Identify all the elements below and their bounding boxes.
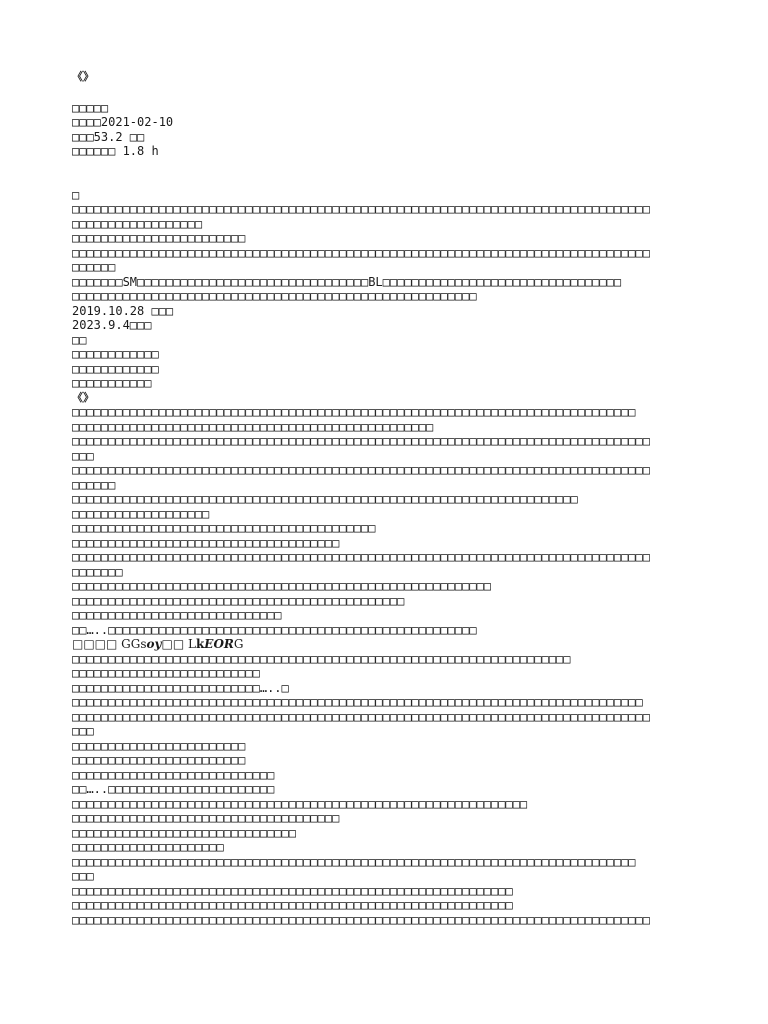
spacer [72, 159, 702, 188]
text-line: □□□ [72, 869, 94, 883]
text-line: 2019.10.28 □□□ [72, 303, 174, 318]
text-line: □□□□□□□□□□□□□□□□□□□□□□□□□□□□□□□□□□□□□□□□□□□□□□□□□□□□□□□□□□□□□□□□□□□□□□□□□□□□□□□□ [72, 202, 650, 216]
metadata-label: □□□□□ [72, 100, 109, 115]
metadata-date: □□□□2021-02-10 [72, 115, 174, 129]
text-line: □□□□□□□□□□□□□□□□□□□□□□□□□□□□□□□□□□□□□□□□□□□□□□□□□□□□□□□□□□□□□□□□□□□□□□□□□□□□□□□□ [72, 245, 650, 260]
text-line: □□□□□□□□□□□□□□□□□□□□□□□□□□□□□□□□□□□□□ [72, 535, 340, 550]
text-line: □□□□□□□□□□□□□□□□□□□□□□□□□□□□□□□□□□□□□□□□□□□□□□□□□□□□□□□□□□□□□□□ [72, 796, 528, 811]
content-section-continued [72, 652, 702, 928]
document-body [72, 70, 702, 927]
text-line: □□□□□□□□□□□□□□□□□□□□□□□□□□□□□□□□□□□□□□□□□□□□□□□□□□ [72, 419, 434, 434]
section-title: 《》 [72, 390, 94, 404]
text-line: □□□□□□□□□□□□ [72, 347, 159, 361]
spacer [72, 85, 702, 101]
text-line: □□□□□□□□□□□□□□□□□□□□□□□□□□□□□□□ [72, 825, 296, 840]
content-section [72, 405, 702, 637]
text-line: □□□□□□□□□□□□ [72, 361, 159, 376]
text-line: □□□□□□□□□□□□□□□□□□□□□□□□□□…..□ [72, 680, 289, 695]
text-line: □□□□□□□□□□□ [72, 376, 152, 390]
text-line: □□□□□□□□□□□□□□□□□□□□□□□□□□□□□□□□□□□□□□□□□□□□□□□□□□□□□□□□□□□□□□□□□□□□□□ [72, 492, 578, 506]
metadata-block [72, 101, 702, 159]
intro-section [72, 188, 702, 391]
text-line: □□□□□□□□□□□□□□□□□□□ [72, 506, 210, 521]
text-line: □□□□□□□□□□□□□□□□□□□□□□□□□□□□□□□□□□□□□□□□□□□□□□□□□□□□□□□□□□ [72, 579, 492, 593]
text-line: □□□□□□ [72, 260, 116, 274]
styled-text-line: □□□□ GGsoy□□ LkEORG [72, 637, 244, 651]
text-line: □□□□□□□□□□□□□□□□□□□□□□□□□□□□□□□□□□□□□□□□□□ [72, 521, 376, 535]
metadata-time: □□□□□□ 1.8 h [72, 144, 159, 158]
text-line: □□□□□□□□□□□□□□□□□□□□□□□□□□□□□□□□□□□□□□□□□□□□□□□□□□□□□□□□□□□□□□□□□□□□□□□□□□□□□□□□ [72, 463, 650, 477]
text-line: □□□□□□□SM□□□□□□□□□□□□□□□□□□□□□□□□□□□□□□□□BL□□□□□□□□□□□□□□□□□□□□□□□□□□□□□□□□□ [72, 274, 622, 289]
text-line: □□□□□□□□□□□□□□□□□□□□□□□□□□□□□□□□□□□□□□□□□□□□□□□□□□□□□□□□□□□□□□□□□□□□□□□□□□□□□□□ [72, 695, 643, 709]
text-line: □□□□□□□□□□□□□□□□□□□□□□□□ [72, 753, 246, 767]
text-line: □□□□□□□□□□□□□□□□□□□□□□□□□□□□□ [72, 608, 282, 622]
text-line: □□□□□□□□□□□□□□□□□□□□□□□□□□□□□□□□□□□□□□□□□□□□□□□□□□□□□□□□□□□□□□□□□□□□□□□□□□□□□□□□ [72, 912, 650, 927]
text-line: □□□ [72, 448, 94, 463]
text-line: □□□□□□□□□□□□□□□□□□□□□□□□□□□□□□□□□□□□□□□□□□□□□□□□□□□□□□□□□□□□□□□□□□□□□□□□□□□□□□□□ [72, 709, 650, 724]
text-line: □□ [72, 332, 87, 347]
text-line: 2023.9.4□□□ [72, 318, 152, 332]
metadata-size: □□□53.2 □□ [72, 129, 145, 144]
document-title: 《》 [72, 70, 94, 83]
text-line: □□□□□□□□□□□□□□□□□□□□□□□□□□ [72, 666, 260, 680]
text-line: □□□□□□□□□□□□□□□□□□□□□□□□□□□□□□□□□□□□□□□□□□□□□□□□□□□□□□□□ [72, 289, 477, 303]
text-line: □□…..□□□□□□□□□□□□□□□□□□□□□□□□□□□□□□□□□□□□□□□□□□□□□□□□□□□ [72, 622, 477, 637]
text-line: □□□□□□□□□□□□□□□□□□□□□□□□□□□□□□□□□□□□□□□□□□□□□□ [72, 593, 405, 608]
text-line: □□□□□□□□□□□□□□□□□□□□□□□□ [72, 738, 246, 753]
text-line: □□□□□□□□□□□□□□□□□□□□□□□□□□□□□□□□□□□□□□□□□□□□□□□□□□□□□□□□□□□□□ [72, 898, 513, 912]
text-line: □□□□□□□□□□□□□□□□□□□□□□□□□□□□□□□□□□□□□□□□□□□□□□□□□□□□□□□□□□□□□□□□□□□□□□□□□□□□□□ [72, 405, 636, 419]
text-line: □□□□□□□□□□□□□□□□□□□□□ [72, 840, 224, 854]
text-line: □□□□□□□□□□□□□□□□□□□□□□□□□□□□□□□□□□□□□□□□□□□□□□□□□□□□□□□□□□□□□ [72, 883, 513, 898]
text-line: □□□□□□□□□□□□□□□□□□ [72, 216, 203, 231]
text-line: □□□□□□□□□□□□□□□□□□□□□□□□□□□□□□□□□□□□□□□□□□□□□□□□□□□□□□□□□□□□□□□□□□□□□ [72, 651, 571, 666]
text-line: □□□□□□ [72, 477, 116, 492]
text-line: □□□ [72, 724, 94, 738]
text-line: □□□□□□□□□□□□□□□□□□□□□□□□□□□□□□□□□□□□□□□□□□□□□□□□□□□□□□□□□□□□□□□□□□□□□□□□□□□□□□□□ [72, 434, 650, 448]
text-line: □□□□□□□□□□□□□□□□□□□□□□□□□□□□□□□□□□□□□ [72, 811, 340, 825]
text-line: □ [72, 187, 80, 202]
text-line: □□□□□□□□□□□□□□□□□□□□□□□□□□□□ [72, 767, 275, 782]
text-line: □□□□□□□□□□□□□□□□□□□□□□□□ [72, 231, 246, 245]
text-line: □□…..□□□□□□□□□□□□□□□□□□□□□□□ [72, 782, 275, 796]
text-line: □□□□□□□□□□□□□□□□□□□□□□□□□□□□□□□□□□□□□□□□□□□□□□□□□□□□□□□□□□□□□□□□□□□□□□□□□□□□□□ [72, 854, 636, 869]
text-line: □□□□□□□ [72, 564, 123, 579]
text-line: □□□□□□□□□□□□□□□□□□□□□□□□□□□□□□□□□□□□□□□□□□□□□□□□□□□□□□□□□□□□□□□□□□□□□□□□□□□□□□□□ [72, 550, 650, 564]
